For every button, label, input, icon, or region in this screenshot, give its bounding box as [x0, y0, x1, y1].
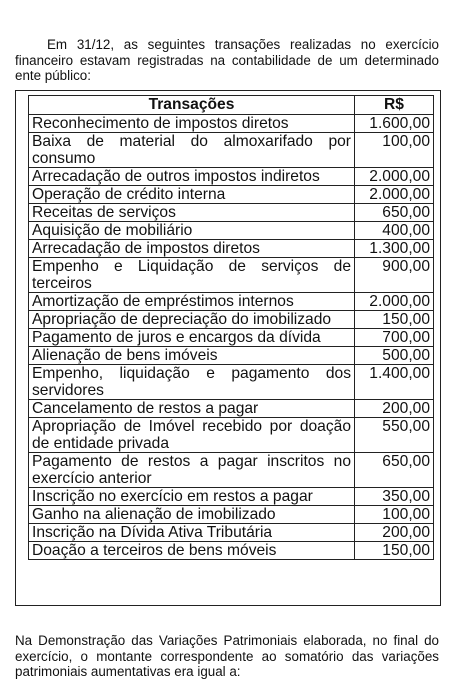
transaction-description: Reconhecimento de impostos diretos — [29, 115, 355, 133]
table-row — [29, 222, 434, 240]
table-row — [29, 240, 434, 258]
table-row — [29, 311, 434, 329]
transaction-value: 2.000,00 — [355, 168, 434, 186]
transaction-value: 1.600,00 — [355, 115, 434, 133]
table-header-row — [29, 96, 434, 115]
table-row — [29, 293, 434, 311]
transaction-description: Empenho, liquidação e pagamento dos servidores — [29, 365, 355, 400]
transaction-value: 1.400,00 — [355, 365, 434, 400]
transaction-description: Ganho na alienação de imobilizado — [29, 506, 355, 524]
question-paragraph: Na Demonstração das Variações Patrimoniais elaborada, no final do exercício, o montante correspondente ao somatório das variações patrimoniais aumentativas era igual a: — [15, 633, 439, 680]
table-row — [29, 506, 434, 524]
table-row — [29, 204, 434, 222]
transaction-description: Inscrição no exercício em restos a pagar — [29, 488, 355, 506]
transaction-value: 650,00 — [355, 204, 434, 222]
table-row — [29, 400, 434, 418]
transaction-value: 100,00 — [355, 506, 434, 524]
table-row — [29, 365, 434, 400]
transaction-description: Apropriação de Imóvel recebido por doação de entidade privada — [29, 418, 355, 453]
transaction-value: 900,00 — [355, 258, 434, 293]
transaction-description: Pagamento de juros e encargos da dívida — [29, 329, 355, 347]
transaction-description: Amortização de empréstimos internos — [29, 293, 355, 311]
table-row — [29, 329, 434, 347]
transaction-value: 1.300,00 — [355, 240, 434, 258]
table-row — [29, 453, 434, 488]
transaction-value: 100,00 — [355, 133, 434, 168]
header-value: R$ — [355, 96, 434, 115]
transaction-description: Cancelamento de restos a pagar — [29, 400, 355, 418]
table-row — [29, 115, 434, 133]
transaction-description: Aquisição de mobiliário — [29, 222, 355, 240]
transaction-description: Operação de crédito interna — [29, 186, 355, 204]
transaction-value: 500,00 — [355, 347, 434, 365]
transaction-value: 550,00 — [355, 418, 434, 453]
transaction-value: 150,00 — [355, 311, 434, 329]
transaction-description: Doação a terceiros de bens móveis — [29, 542, 355, 560]
transaction-description: Alienação de bens imóveis — [29, 347, 355, 365]
transaction-value: 200,00 — [355, 400, 434, 418]
transaction-value: 650,00 — [355, 453, 434, 488]
table-row — [29, 186, 434, 204]
table-row — [29, 347, 434, 365]
table-row — [29, 258, 434, 293]
transactions-table — [28, 95, 434, 560]
transaction-description: Arrecadação de outros impostos indiretos — [29, 168, 355, 186]
transaction-description: Pagamento de restos a pagar inscritos no exercício anterior — [29, 453, 355, 488]
transaction-value: 200,00 — [355, 524, 434, 542]
table-row — [29, 133, 434, 168]
transaction-value: 400,00 — [355, 222, 434, 240]
table-row — [29, 488, 434, 506]
transaction-description: Arrecadação de impostos diretos — [29, 240, 355, 258]
transaction-description: Empenho e Liquidação de serviços de terceiros — [29, 258, 355, 293]
table-row — [29, 542, 434, 560]
transaction-description: Inscrição na Dívida Ativa Tributária — [29, 524, 355, 542]
transaction-description: Apropriação de depreciação do imobilizado — [29, 311, 355, 329]
table-row — [29, 418, 434, 453]
transaction-value: 150,00 — [355, 542, 434, 560]
transaction-value: 700,00 — [355, 329, 434, 347]
transaction-description: Baixa de material do almoxarifado por consumo — [29, 133, 355, 168]
header-transactions: Transações — [29, 96, 355, 115]
transaction-value: 2.000,00 — [355, 186, 434, 204]
transaction-value: 350,00 — [355, 488, 434, 506]
intro-paragraph: Em 31/12, as seguintes transações realizadas no exercício financeiro estavam registradas na contabilidade de um determinado ente público: — [15, 37, 439, 84]
transaction-value: 2.000,00 — [355, 293, 434, 311]
table-row — [29, 524, 434, 542]
transaction-description: Receitas de serviços — [29, 204, 355, 222]
table-row — [29, 168, 434, 186]
